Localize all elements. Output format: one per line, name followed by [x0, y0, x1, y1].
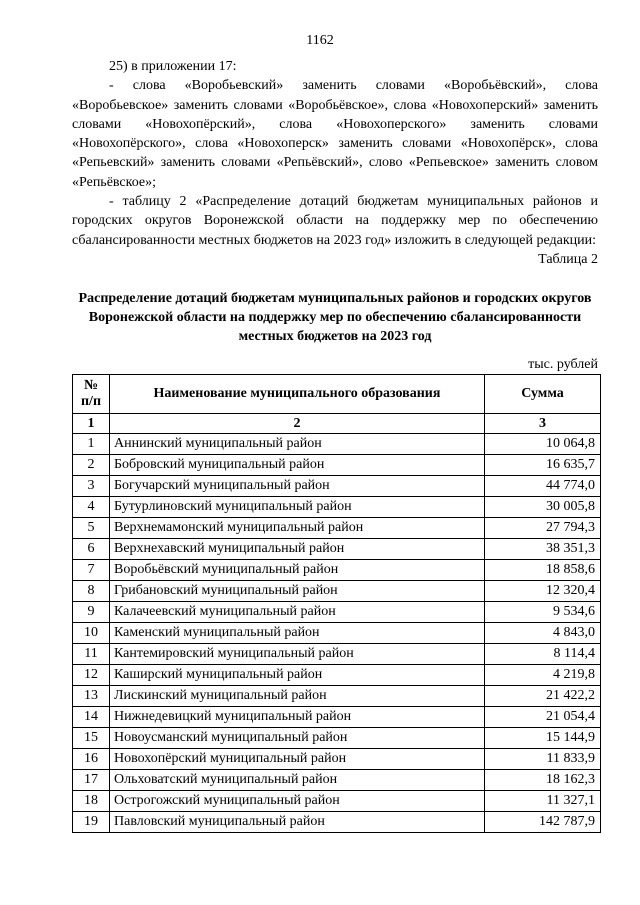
table-row: [73, 686, 601, 707]
row-number: 13: [73, 686, 110, 707]
table-row: [73, 665, 601, 686]
row-sum: 4 219,8: [485, 665, 601, 686]
row-sum: 44 774,0: [485, 476, 601, 497]
row-municipality-name: Каширский муниципальный район: [110, 665, 485, 686]
row-number: 1: [73, 434, 110, 455]
row-sum: 8 114,4: [485, 644, 601, 665]
row-municipality-name: Кантемировский муниципальный район: [110, 644, 485, 665]
row-sum: 11 327,1: [485, 791, 601, 812]
row-municipality-name: Грибановский муниципальный район: [110, 581, 485, 602]
row-number: 4: [73, 497, 110, 518]
row-municipality-name: Нижнедевицкий муниципальный район: [110, 707, 485, 728]
row-number: 15: [73, 728, 110, 749]
table-row: [73, 602, 601, 623]
units-label: тыс. рублей: [528, 357, 598, 372]
table-row: [73, 455, 601, 476]
column-number-3: 3: [485, 414, 601, 434]
row-municipality-name: Калачеевский муниципальный район: [110, 602, 485, 623]
row-municipality-name: Павловский муниципальный район: [110, 812, 485, 833]
row-municipality-name: Ольховатский муниципальный район: [110, 770, 485, 791]
row-sum: 38 351,3: [485, 539, 601, 560]
table-row: [73, 497, 601, 518]
row-sum: 16 635,7: [485, 455, 601, 476]
row-sum: 12 320,4: [485, 581, 601, 602]
row-number: 9: [73, 602, 110, 623]
table-row: [73, 518, 601, 539]
row-number: 17: [73, 770, 110, 791]
table-body: [73, 434, 601, 833]
table-row: [73, 812, 601, 833]
row-municipality-name: Богучарский муниципальный район: [110, 476, 485, 497]
table-row: [73, 539, 601, 560]
table-row: [73, 581, 601, 602]
column-number-2: 2: [110, 414, 485, 434]
row-number: 2: [73, 455, 110, 476]
row-number: 7: [73, 560, 110, 581]
table-row: [73, 749, 601, 770]
row-sum: 4 843,0: [485, 623, 601, 644]
header-number: № п/п: [73, 375, 110, 414]
header-sum: Сумма: [485, 375, 601, 414]
row-number: 16: [73, 749, 110, 770]
row-number: 3: [73, 476, 110, 497]
table-header-row: [73, 375, 601, 414]
row-number: 6: [73, 539, 110, 560]
table-row: [73, 623, 601, 644]
row-sum: 9 534,6: [485, 602, 601, 623]
row-sum: 10 064,8: [485, 434, 601, 455]
row-sum: 27 794,3: [485, 518, 601, 539]
table-row: [73, 728, 601, 749]
row-municipality-name: Каменский муниципальный район: [110, 623, 485, 644]
row-sum: 142 787,9: [485, 812, 601, 833]
paragraph-item-25: 25) в приложении 17:: [109, 59, 237, 74]
table-title: Распределение дотаций бюджетам муниципальных районов и городских округов Воронежской области на поддержку мер по обеспечению сбалансированности местных бюджетов на 2023 год: [78, 291, 592, 344]
row-municipality-name: Верхнемамонский муниципальный район: [110, 518, 485, 539]
row-sum: 21 422,2: [485, 686, 601, 707]
row-sum: 15 144,9: [485, 728, 601, 749]
row-municipality-name: Бутурлиновский муниципальный район: [110, 497, 485, 518]
row-municipality-name: Новоусманский муниципальный район: [110, 728, 485, 749]
paragraph-table-replacement: - таблицу 2 «Распределение дотаций бюджетам муниципальных районов и городских округов Воронежской области на поддержку мер по обеспечению сбалансированности местных бюджетов на 2023 год» изложить в следующей редакции:: [72, 194, 598, 248]
row-number: 14: [73, 707, 110, 728]
table-row: [73, 770, 601, 791]
row-sum: 18 858,6: [485, 560, 601, 581]
body-text: [72, 57, 598, 250]
table-row: [73, 707, 601, 728]
table-label: Таблица 2: [538, 252, 598, 267]
paragraph-word-replacements: - слова «Воробьевский» заменить словами «Воробьёвский», слова «Воробьевское» заменить словами «Воробьёвское», слова «Новохоперский» заменить словами «Новохопёрский», слова «Новохоперского» заменить словами «Новохопёрского», слова «Новохоперск» заменить словами «Новохопёрск», слова «Репьевский» заменить словами «Репьёвский», слово «Репьевское» заменить словом «Репьёвское»;: [72, 78, 598, 190]
row-sum: 18 162,3: [485, 770, 601, 791]
row-number: 19: [73, 812, 110, 833]
row-municipality-name: Бобровский муниципальный район: [110, 455, 485, 476]
row-municipality-name: Острогожский муниципальный район: [110, 791, 485, 812]
row-municipality-name: Воробьёвский муниципальный район: [110, 560, 485, 581]
page-number: 1162: [306, 33, 334, 48]
table-row: [73, 434, 601, 455]
row-municipality-name: Лискинский муниципальный район: [110, 686, 485, 707]
row-sum: 30 005,8: [485, 497, 601, 518]
row-number: 18: [73, 791, 110, 812]
column-number-row: [73, 414, 601, 434]
row-number: 12: [73, 665, 110, 686]
table-row: [73, 476, 601, 497]
row-municipality-name: Верхнехавский муниципальный район: [110, 539, 485, 560]
row-number: 10: [73, 623, 110, 644]
row-sum: 11 833,9: [485, 749, 601, 770]
table-row: [73, 560, 601, 581]
table-row: [73, 644, 601, 665]
row-number: 11: [73, 644, 110, 665]
column-number-1: 1: [73, 414, 110, 434]
row-number: 5: [73, 518, 110, 539]
table-row: [73, 791, 601, 812]
row-number: 8: [73, 581, 110, 602]
budget-table: [72, 374, 601, 833]
header-name: Наименование муниципального образования: [110, 375, 485, 414]
row-sum: 21 054,4: [485, 707, 601, 728]
row-municipality-name: Новохопёрский муниципальный район: [110, 749, 485, 770]
row-municipality-name: Аннинский муниципальный район: [110, 434, 485, 455]
